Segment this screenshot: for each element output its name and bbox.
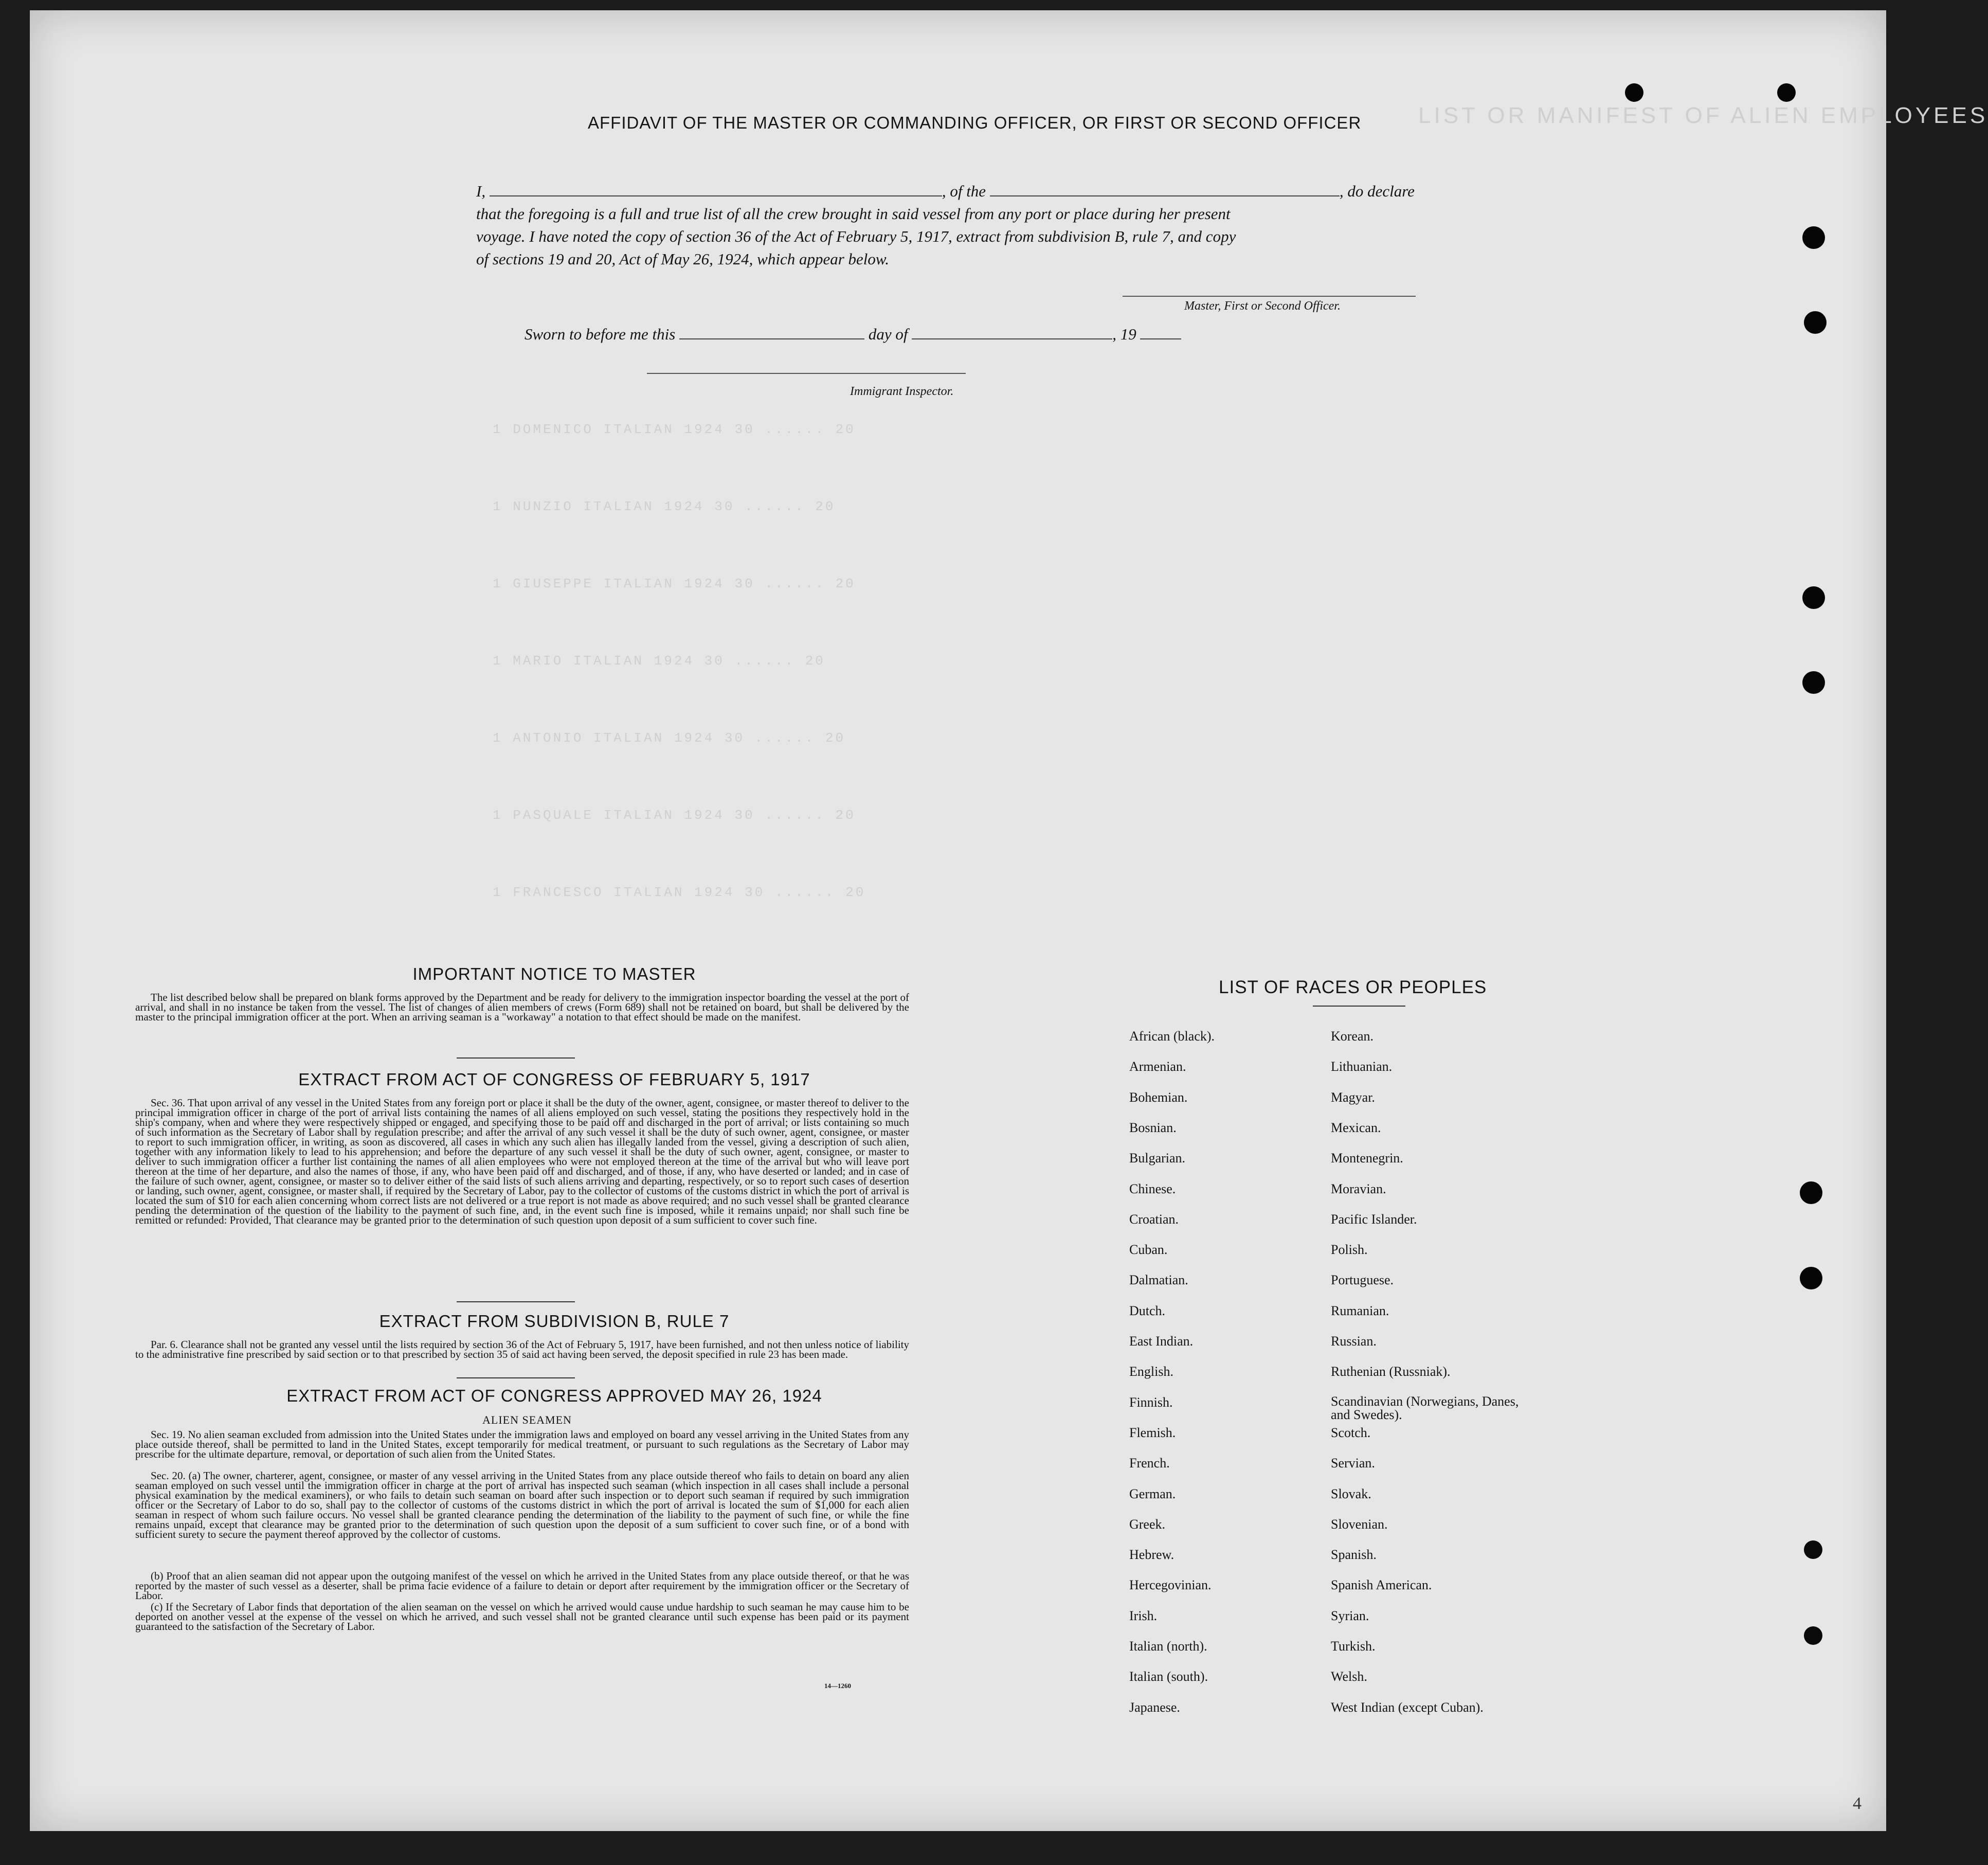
race-item: Italian (north). bbox=[1129, 1639, 1207, 1654]
race-item: Montenegrin. bbox=[1331, 1151, 1403, 1166]
race-item: Slovenian. bbox=[1331, 1516, 1388, 1532]
affidavit-line-4: of sections 19 and 20, Act of May 26, 1924, which appear below. bbox=[476, 250, 890, 268]
race-item: Cuban. bbox=[1129, 1242, 1168, 1258]
races-divider bbox=[1313, 1006, 1405, 1007]
sworn-year: , 19 bbox=[1112, 325, 1136, 343]
section-20c-text: (c) If the Secretary of Labor finds that deportation of the alien seaman on the vessel on which he arrived would cause undue hardship to such seaman he may cause him to be deported on another vessel at the expense of the vessel on which he arrived, and such vessel shall not be granted clearance until such expense has been paid or its payment guaranteed to the satisfaction of the Secretary of Labor. bbox=[135, 1601, 909, 1633]
binder-hole bbox=[1804, 311, 1827, 334]
race-item: Portuguese. bbox=[1331, 1272, 1394, 1288]
race-item: Lithuanian. bbox=[1331, 1059, 1393, 1074]
races-title: LIST OF RACES OR PEOPLES bbox=[1219, 977, 1487, 997]
race-item: Irish. bbox=[1129, 1608, 1158, 1623]
race-item: Croatian. bbox=[1129, 1211, 1179, 1227]
race-item: Flemish. bbox=[1129, 1425, 1176, 1440]
notice-text: The list described below shall be prepared on blank forms approved by the Department and be ready for delivery to the immigration inspector boarding the vessel at the port of arrival, and shall in no instance be taken from the vessel. The list of changes of alien members of crews (Form 689) shall not be retained on board, but shall be delivered by the master to the principal immigration officer at the port. When an arriving seaman is a "workaway" a notation to that effect should be made on the manifest. bbox=[135, 991, 909, 1023]
race-item: Italian (south). bbox=[1129, 1669, 1208, 1684]
binder-hole bbox=[1804, 1540, 1822, 1559]
section-19-text: Sec. 19. No alien seaman excluded from admission into the United States under the immigration laws and employed on board any vessel arriving in the United States from any place outside thereof, shall be permitted to land in the United States, except temporarily for medical treatment, or pursuant to such regulations as the Secretary of Labor may prescribe for the ultimate departure, removal, or deportation of such alien from the United States. bbox=[135, 1428, 909, 1460]
race-item: Scotch. bbox=[1331, 1425, 1371, 1440]
binder-hole bbox=[1800, 1181, 1822, 1204]
master-caption: Master, First or Second Officer. bbox=[1184, 299, 1341, 313]
race-item: Polish. bbox=[1331, 1242, 1368, 1258]
divider bbox=[457, 1377, 575, 1378]
race-item: Spanish. bbox=[1331, 1547, 1377, 1563]
form-number: 14—1260 bbox=[824, 1682, 851, 1690]
sworn-text: Sworn to before me this bbox=[525, 325, 676, 343]
race-item: Chinese. bbox=[1129, 1181, 1176, 1196]
document-sheet: LIST OR MANIFEST OF ALIEN EMPLOYEES 1 DOMENICO ITALIAN 1924 30 ...... 20 1 NUNZIO ITALIAN 1924 30 ...... 20 1 GIUSEPPE ITALIAN 1924 30 ...... 20 1 MARIO ITALIAN 1924 30 ...... 20 1 ANTONIO ITALIAN 1924 30 ...... 20 1 PASQUALE ITALIAN 1924 30 ...... 20 1 FRANCESCO ITALIAN 1924 30 ...... 20 AFFIDAVIT OF THE MASTER OR COMMANDING OFFICER, OR FIRST OR SECOND OFFICER I, , of the , do declare that the foregoing is a full and true list of all the crew brought in said vessel from any port or place during her present voyage. I have noted the copy of section 36 of the Act of February 5, 1917, extract from subdivision B, rule 7, and copy of sections 19 and 20, Act of May 26, 1924, which appear below. Master, First or Second Officer. Sworn to before me this day of , 19 Immigrant Inspector. IMPORTANT NOTICE TO MASTER The list described below shall be prepared on blank forms approved by the Department and be ready for delivery to the immigration inspector boarding the vessel at the port of arrival, and shall in no instance be taken from the vessel. The list of changes of alien members of crews (Form 689) shall not be retained on board, but shall be delivered by the master to the principal immigration officer at the port. When an arriving seaman is a "workaway" a notation to that effect should be made on the manifest. EXTRACT FROM ACT OF CONGRESS OF FEBRUARY 5, 1917 Sec. 36. That upon arrival of any vessel in the United States from any foreign port or place it shall be the duty of the owner, agent, consignee, or master thereof to deliver to the principal immigration officer in charge of the port of arrival lists containing the names of all aliens employed on such vessel, stating the positions they respectively hold in the ship's company, when and where they were respectively shipped or engaged, and specifying those to be paid off and discharged in the port of arrival; or lists containing so much of such information as the Secretary of Labor shall by regulation prescribe; and after the arrival of any such vessel it shall be the duty of such owner, agent, consignee, or master to report to such immigration officer, in writing, as soon as discovered, all cases in which any such alien has illegally landed from the vessel, giving a description of such alien, together with any information likely to lead to his apprehension; and before the departure of any such vessel it shall be the duty of such owner, agent, consignee, or master to deliver to such immigration officer a further list containing the names of all alien employees who were not employed thereon at the time of the arrival but who will leave port thereon at the time of her departure, and also the names of those, if any, who have been paid off and discharged, and of those, if any, who have deserted or landed; and in case of the failure of such owner, agent, consignee, or master so to deliver either of the said lists of such aliens arriving and departing, respectively, or so to report such cases of desertion or landing, such owner, agent, consignee, or master shall, if required by the Secretary of Labor, pay to the collector of customs of the customs district in which the port of arrival is located the sum of $10 for each alien concerning whom correct lists are not delivered or a true report is not made as above required; and no such vessel shall be granted clearance pending the determination of the question of the liability to the payment of such fine, and, in the event such fine is imposed, while it remains unpaid; nor shall such fine be remitted or refunded: Provided, That clearance may be granted prior to the determination of such question upon deposit of a sum sufficient to cover such fine. EXTRACT FROM SUBDIVISION B, RULE 7 Par. 6. Clearance shall not be granted any vessel until the lists required by section 36 of the Act of February 5, 1917, have been furnished, and not then unless notice of liability to the administrative fine prescribed by said section or to that prescribed by section 35 of said act having been served, the deposit specified in rule 23 has been made. EXTRACT FROM ACT OF CONGRESS APPROVED MAY 26, 1924 ALIEN SEAMEN Sec. 19. No alien seaman excluded from admission into the United States under the immigration laws and employed on board any vessel arriving in the United States from any place outside thereof, shall be permitted to land in the United States, except temporarily for medical treatment, or pursuant to such regulations as the Secretary of Labor may prescribe for the ultimate departure, removal, or deportation of such alien from the United States. Sec. 20. (a) The owner, charterer, agent, consignee, or master of any vessel arriving in the United States from any place outside thereof who fails to detain on board any alien seaman employed on such vessel until the immigration officer in charge at the port of arrival has inspected such seaman (which inspection in all cases shall include a personal physical examination by the medical examiners), or who fails to detain such seaman on board after such inspection or to deport such seaman if required by such immigration officer or the Secretary of Labor to do so, shall pay to the collector of customs of the customs district in which the port of arrival is located the sum of $1,000 for each alien seaman in respect of whom such failure occurs. No vessel shall be granted clearance pending the determination of the liability to the payment of such fine, or while the fine remains unpaid, except that clearance may be granted prior to the determination of such question upon the deposit of a sum sufficient to cover such fine, or of a bond with sufficient surety to secure the payment thereof approved by the collector of customs. (b) Proof that an alien seaman did not appear upon the outgoing manifest of the vessel on which he arrived in the United States from any place outside thereof, or that he was reported by the master of such vessel as a deserter, shall be prima facie evidence of a failure to detain or deport after requirement by the immigration officer or the Secretary of Labor. (c) If the Secretary of Labor finds that deportation of the alien seaman on the vessel on which he arrived would cause undue hardship to such seaman he may cause him to be deported on another vessel at the expense of the vessel on which he arrived, and such vessel shall not be granted clearance until such expense has been paid or its payment guaranteed to the satisfaction of the Secretary of Labor. 14—1260 LIST OF RACES OR PEOPLES African (black). Armenian. Bohemian. Bosnian. Bulgarian. Chinese. Croatian. Cuban. Dalmatian. Dutch. East Indian. English. Finnish. Flemish. French. German. Greek. Hebrew. Hercegovinian. Irish. Italian (north). Italian (south). Japanese. Korean. Lithuanian. Magyar. Mexican. Montenegrin. Moravian. Pacific Islander. Polish. Portuguese. Rumanian. Russian. Ruthenian (Russniak). Scandinavian (Norwegians, Danes, and Swedes). Scotch. Servian. Slovak. Slovenian. Spanish. Spanish American. Syrian. Turkish. Welsh. West Indian (except Cuban). 4 bbox=[30, 10, 1886, 1831]
binder-hole bbox=[1802, 226, 1825, 249]
race-item: Finnish. bbox=[1129, 1394, 1173, 1410]
race-item: Welsh. bbox=[1331, 1669, 1367, 1684]
sworn-line bbox=[525, 325, 1181, 344]
affidavit-line-1 bbox=[476, 180, 1484, 203]
race-item: Pacific Islander. bbox=[1331, 1211, 1417, 1227]
rule7-text: Par. 6. Clearance shall not be granted any vessel until the lists required by section 36 of the Act of February 5, 1917, have been furnished, and not then unless notice of liability to the administrative fine prescribed by said section or to that prescribed by section 35 of said act having been served, the deposit specified in rule 23 has been made. bbox=[135, 1338, 909, 1360]
race-item: Bosnian. bbox=[1129, 1120, 1177, 1135]
race-item: Japanese. bbox=[1129, 1699, 1180, 1715]
affidavit-line-3: voyage. I have noted the copy of section 36 of the Act of February 5, 1917, extract from subdivision B, rule 7, and copy bbox=[476, 227, 1236, 245]
name-blank bbox=[490, 182, 942, 196]
race-item: English. bbox=[1129, 1364, 1173, 1379]
divider bbox=[457, 1057, 575, 1059]
binder-hole bbox=[1625, 83, 1643, 102]
race-item: Armenian. bbox=[1129, 1059, 1186, 1074]
race-item: Syrian. bbox=[1331, 1608, 1369, 1623]
race-item: French. bbox=[1129, 1456, 1170, 1471]
affidavit-text bbox=[476, 180, 1484, 271]
page-mark: 4 bbox=[1853, 1794, 1862, 1813]
race-item: Servian. bbox=[1331, 1456, 1375, 1471]
race-item: Korean. bbox=[1331, 1029, 1374, 1044]
race-item: Ruthenian (Russniak). bbox=[1331, 1364, 1451, 1379]
binder-hole bbox=[1777, 83, 1796, 102]
affidavit-i: I, bbox=[476, 182, 486, 200]
affidavit-declare: , do declare bbox=[1339, 182, 1415, 200]
race-item: Turkish. bbox=[1331, 1639, 1376, 1654]
sworn-day-of: day of bbox=[868, 325, 908, 343]
extract-1917-heading: EXTRACT FROM ACT OF CONGRESS OF FEBRUARY 5, 1917 bbox=[298, 1070, 810, 1089]
binder-hole bbox=[1800, 1267, 1822, 1289]
inspector-signature-line bbox=[647, 373, 966, 374]
race-item: Dutch. bbox=[1129, 1303, 1166, 1318]
notice-heading: IMPORTANT NOTICE TO MASTER bbox=[412, 964, 696, 983]
section-20a-text: Sec. 20. (a) The owner, charterer, agent, consignee, or master of any vessel arriving in the United States from any place outside thereof who fails to detain on board any alien seaman employed on such vessel until the immigration officer in charge at the port of arrival has inspected such seaman (which inspection in all cases shall include a personal physical examination by the medical examiners), or who fails to detain such seaman on board after such inspection or to deport such seaman if required by such immigration officer or the Secretary of Labor to do so, shall pay to the collector of customs of the customs district in which the port of arrival is located the sum of $1,000 for each alien seaman in respect of whom such failure occurs. No vessel shall be granted clearance pending the determination of the liability to the payment of such fine, or while the fine remains unpaid, except that clearance may be granted prior to the determination of such question upon the deposit of a sum sufficient to cover such fine, or of a bond with sufficient surety to secure the payment thereof approved by the collector of customs. bbox=[135, 1469, 909, 1540]
affidavit-title: AFFIDAVIT OF THE MASTER OR COMMANDING OFFICER, OR FIRST OR SECOND OFFICER bbox=[588, 113, 1362, 132]
race-item: Magyar. bbox=[1331, 1089, 1375, 1105]
race-item: Scandinavian (Norwegians, Danes, and Swedes). bbox=[1331, 1393, 1519, 1422]
race-item: Moravian. bbox=[1331, 1181, 1386, 1196]
vessel-blank bbox=[990, 182, 1340, 196]
race-item: Mexican. bbox=[1331, 1120, 1381, 1135]
affidavit-of-the: , of the bbox=[942, 182, 986, 200]
divider bbox=[457, 1301, 575, 1302]
affidavit-line-2: that the foregoing is a full and true list of all the crew brought in said vessel from any port or place during her present bbox=[476, 205, 1231, 223]
race-item: Bohemian. bbox=[1129, 1089, 1188, 1105]
race-item: Rumanian. bbox=[1331, 1303, 1389, 1318]
race-item: Greek. bbox=[1129, 1516, 1166, 1532]
binder-hole bbox=[1802, 671, 1825, 694]
sworn-year-blank bbox=[1140, 326, 1181, 339]
race-item: Russian. bbox=[1331, 1334, 1377, 1349]
extract-1917-text: Sec. 36. That upon arrival of any vessel in the United States from any foreign port or place it shall be the duty of the owner, agent, consignee, or master thereof to deliver to the principal immigration officer in charge of the port of arrival lists containing the names of all aliens employed on such vessel, stating the positions they respectively hold in the ship's company, when and where they were respectively shipped or engaged, and specifying those to be paid off and discharged in the port of arrival; or lists containing so much of such information as the Secretary of Labor shall by regulation prescribe; and after the arrival of any such vessel it shall be the duty of such owner, agent, consignee, or master to report to such immigration officer, in writing, as soon as discovered, all cases in which any such alien has illegally landed from the vessel, giving a description of such alien, together with any information likely to lead to his apprehension; and before the departure of any such vessel it shall be the duty of such owner, agent, consignee, or master to deliver to such immigration officer a further list containing the names of all alien employees who were not employed thereon at the time of the arrival but who will leave port thereon at the time of her departure, and also the names of those, if any, who have been paid off and discharged, and of those, if any, who have deserted or landed; and in case of the failure of such owner, agent, consignee, or master so to deliver either of the said lists of such aliens arriving and departing, respectively, or so to report such cases of desertion or landing, such owner, agent, consignee, or master shall, if required by the Secretary of Labor, pay to the collector of customs of the customs district in which the port of arrival is located the sum of $10 for each alien concerning whom correct lists are not delivered or a true report is not made as above required; and no such vessel shall be granted clearance pending the determination of the question of the liability to the payment of such fine, and, in the event such fine is imposed, while it remains unpaid; nor shall such fine be remitted or refunded: Provided, That clearance may be granted prior to the determination of such question upon deposit of a sum sufficient to cover such fine. bbox=[135, 1097, 909, 1226]
race-item: Hercegovinian. bbox=[1129, 1577, 1212, 1593]
inspector-caption: Immigrant Inspector. bbox=[850, 385, 954, 398]
race-item: West Indian (except Cuban). bbox=[1331, 1699, 1484, 1715]
extract-1924-heading: EXTRACT FROM ACT OF CONGRESS APPROVED MAY 26, 1924 bbox=[286, 1386, 822, 1405]
race-item: Slovak. bbox=[1331, 1486, 1371, 1501]
sworn-month-blank bbox=[912, 326, 1112, 339]
alien-seamen-subheading: ALIEN SEAMEN bbox=[482, 1413, 572, 1426]
rule7-heading: EXTRACT FROM SUBDIVISION B, RULE 7 bbox=[379, 1312, 730, 1331]
race-item: East Indian. bbox=[1129, 1334, 1194, 1349]
binder-hole bbox=[1804, 1626, 1822, 1645]
race-item: German. bbox=[1129, 1486, 1176, 1501]
binder-hole bbox=[1802, 586, 1825, 609]
race-item: Spanish American. bbox=[1331, 1577, 1432, 1593]
section-20b-text: (b) Proof that an alien seaman did not appear upon the outgoing manifest of the vessel on which he arrived in the United States from any place outside thereof, or that he was reported by the master of such vessel as a deserter, shall be prima facie evidence of a failure to detain or deport after requirement by the immigration officer or the Secretary of Labor. bbox=[135, 1570, 909, 1602]
race-item: Dalmatian. bbox=[1129, 1272, 1188, 1288]
race-item: African (black). bbox=[1129, 1029, 1215, 1044]
race-item: Hebrew. bbox=[1129, 1547, 1174, 1563]
race-item: Bulgarian. bbox=[1129, 1151, 1186, 1166]
master-signature-line bbox=[1123, 296, 1416, 297]
sworn-day-blank bbox=[679, 326, 864, 339]
